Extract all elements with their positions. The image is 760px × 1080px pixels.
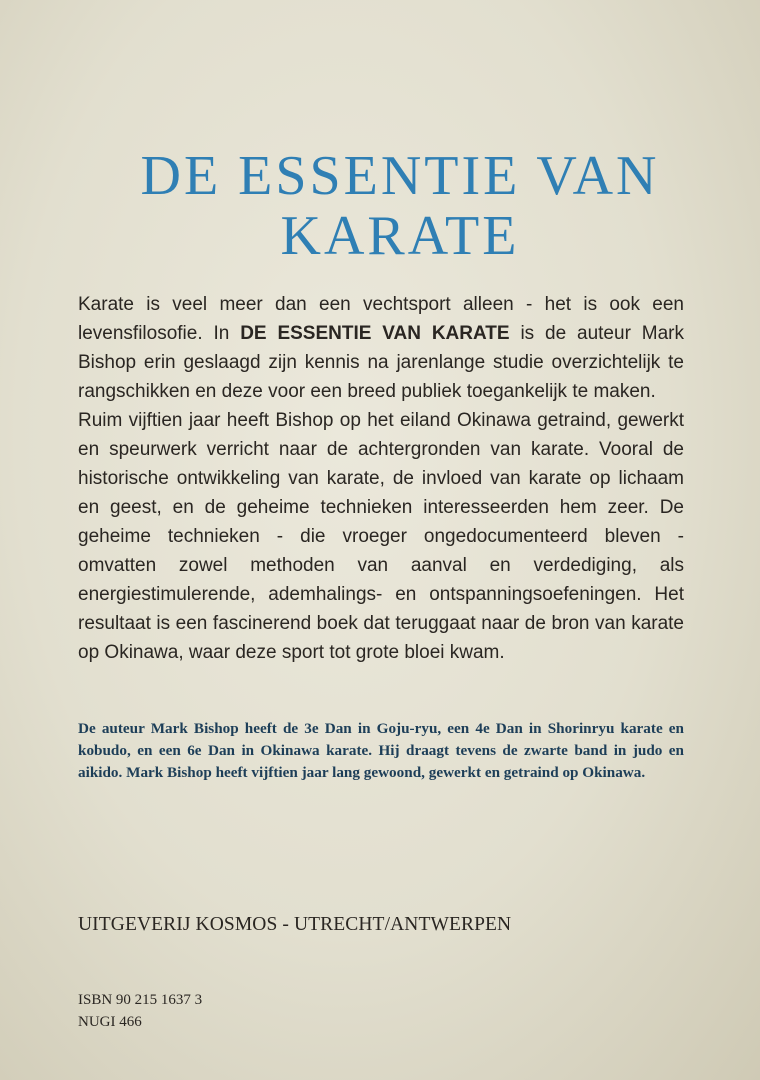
author-bio: De auteur Mark Bishop heeft de 3e Dan in Goju-ryu, een 4e Dan in Shorinryu karate en kobudo, en een 6e Dan in Okinawa karate. Hij draagt tevens de zwarte band in judo en aikido. Mark Bishop heeft vijftien jaar lang gewoond, gewerkt en getraind op Okinawa. xyxy=(78,720,684,781)
book-title-line-2: KARATE xyxy=(280,205,520,267)
publisher-line: UITGEVERIJ KOSMOS - UTRECHT/ANTWERPEN xyxy=(78,914,512,935)
blurb-p1-start: Karate is veel meer dan een vechtsport alleen - het is ook een levensfilosofie. In xyxy=(78,294,684,344)
blurb-text xyxy=(78,290,684,667)
blurb-p1-end: is de auteur Mark Bishop erin geslaagd zijn kennis na jarenlange studie overzichtelijk te rangschikken en deze voor een breed publiek toegankelijk te maken. xyxy=(78,323,684,402)
nugi-code: NUGI 466 xyxy=(78,1014,142,1030)
blurb-paragraph-1 xyxy=(78,290,684,406)
book-title-line-1: DE ESSENTIE VAN xyxy=(140,145,660,207)
isbn-number: ISBN 90 215 1637 3 xyxy=(78,992,203,1008)
blurb-paragraph-2: Ruim vijftien jaar heeft Bishop op het eiland Okinawa getraind, gewerkt en speurwerk verricht naar de achtergronden van karate. Vooral de historische ontwikkeling van karate, de invloed van karate op lichaam en geest, en de geheime technieken interesseerden hem zeer. De geheime technieken - die vroeger ongedocumenteerd bleven - omvatten zowel methoden van aanval en verdediging, als energiestimulerende, ademhalings- en ontspanningsoefeningen. Het resultaat is een fascinerend boek dat teruggaat naar de bron van karate op Okinawa, waar deze sport tot grote bloei kwam. xyxy=(78,410,684,663)
blurb-title-highlight: DE ESSENTIE VAN KARATE xyxy=(240,323,510,344)
